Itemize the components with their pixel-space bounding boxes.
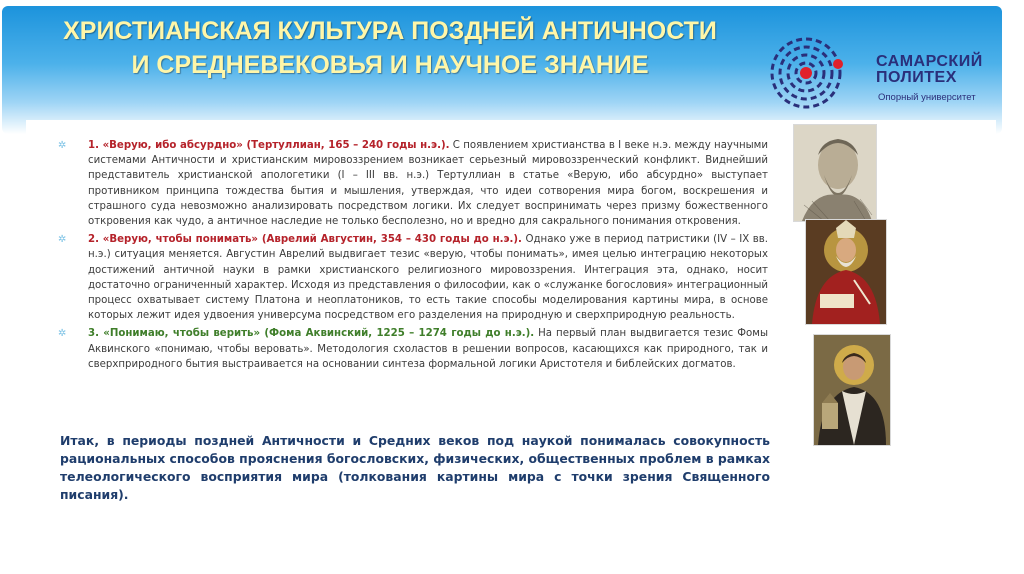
engraving-image xyxy=(794,125,876,221)
bullet-icon: ✲ xyxy=(58,234,67,246)
paragraph-tertullian xyxy=(58,138,768,229)
painting-image xyxy=(806,220,886,324)
paragraph-heading: 2. «Верую, чтобы понимать» (Аврелий Августин, 354 – 430 годы до н.э.). xyxy=(88,234,522,246)
paragraph-text: С появлением христианства в I веке н.э. между научными системами Античности и христианским мировоззрением возникает серьезный мировоззренческий конфликт. Виднейший представитель христианской апологетики (I – III вв. н.э.) Тертуллиан в статье «Верую, ибо абсурдно» выступает противником принципа тождества бытия и мышления, утверждая, что идеи сотворения мира богом, воскрешения и страшного суда невозможно анализировать посредством логики. Их следует воспринимать через призму божественного откровения как чудо, а античное наследие не только бесполезно, но и вредно для сакрального понимания откровения. xyxy=(88,140,768,228)
paragraph-heading: 1. «Верую, ибо абсурдно» (Тертуллиан, 165 – 240 годы н.э.). xyxy=(88,140,450,151)
bullet-icon: ✲ xyxy=(58,328,67,340)
body-text xyxy=(58,138,768,375)
painting-image xyxy=(814,335,890,445)
bullet-icon: ✲ xyxy=(58,140,67,151)
summary-text: Итак, в периоды поздней Античности и Средних веков под наукой понималась совокупность рациональных способов прояснения богословских, физических, общественных проблем в рамках телеологического восприятия мира (толкования картины мира с точки зрения Священного писания). xyxy=(60,433,770,502)
slide-title: ХРИСТИАНСКАЯ КУЛЬТУРА ПОЗДНЕЙ АНТИЧНОСТИ И СРЕДНЕВЕКОВЬЯ И НАУЧНОЕ ЗНАНИЕ xyxy=(63,17,717,79)
paragraph-text: Однако уже в период патристики (IV – IX вв. н.э.) ситуация меняется. Августин Аврелий выдвигает тезис «верую, чтобы понимать», имея целью интеграцию некоторых достижений античной науки в рамки христианского религиозного мировоззрения. Интеграция эта, однако, носит достаточно ограниченный характер. Исходя из представления о философии, как о «служанке богословия» интеграционный процесс охватывает систему Платона и неоплатоников, то есть такие способы моделирования картины мира, в основе которых лежит идея удвоения универсума посредством его разделения на природную и сверхприродную реальность. xyxy=(88,234,768,322)
university-logo xyxy=(762,34,1012,112)
paragraph-heading: 3. «Понимаю, чтобы верить» (Фома Аквинский, 1225 – 1274 годы до н.э.). xyxy=(88,328,535,340)
logo-subtitle: Опорный университет xyxy=(878,92,976,103)
paragraph-augustine xyxy=(58,232,768,323)
logo-name-line2: ПОЛИТЕХ xyxy=(876,69,957,86)
logo-name-line1: САМАРСКИЙ xyxy=(876,53,983,70)
augustine-portrait xyxy=(805,219,887,325)
thomas-aquinas-portrait xyxy=(813,334,891,446)
logo-name xyxy=(876,54,996,86)
logo-orbit-icon xyxy=(762,34,862,112)
tertullian-portrait xyxy=(793,124,877,222)
paragraph-text: На первый план выдвигается тезис Фомы Аквинского «понимаю, чтобы веровать». Методология схоластов в решении вопросов, касающихся как природного, так и сверхприродного бытия выстраивается на основании синтеза формальной логики Аристотеля и библейских догматов. xyxy=(88,328,768,370)
paragraph-aquinas xyxy=(58,326,768,372)
